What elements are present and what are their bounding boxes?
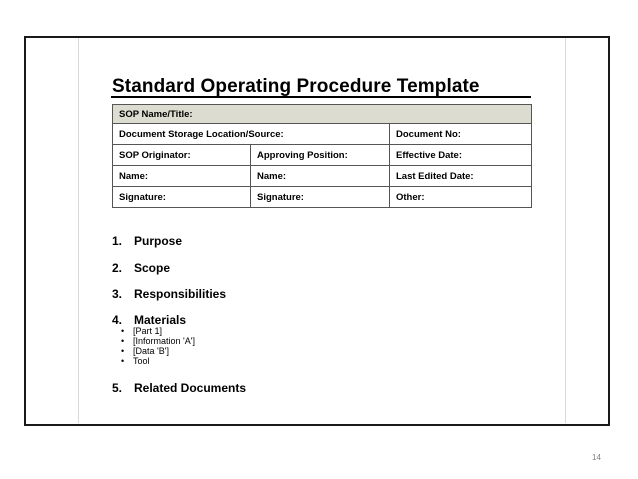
document-no-cell: Document No:: [390, 124, 532, 145]
section-scope: [112, 261, 170, 275]
material-label: [Part 1]: [133, 326, 163, 336]
bullet-icon: •: [121, 326, 125, 336]
section-related-documents: [112, 381, 246, 395]
originator-name-cell: Name:: [113, 166, 251, 187]
list-item: [121, 336, 195, 346]
material-label: Tool: [133, 356, 150, 366]
storage-location-cell: Document Storage Location/Source:: [113, 124, 390, 145]
section-label: Responsibilities: [134, 287, 227, 301]
table-row: [113, 124, 532, 145]
approver-signature-cell: Signature:: [251, 187, 390, 208]
table-row: [113, 166, 532, 187]
document-title: Standard Operating Procedure Template: [112, 76, 480, 97]
section-label: Purpose: [134, 234, 183, 248]
section-materials: [112, 313, 186, 327]
title-underline: [111, 96, 531, 98]
approving-position-cell: Approving Position:: [251, 145, 390, 166]
list-item: [121, 356, 195, 366]
section-number: 2.: [112, 261, 123, 275]
table-row: [113, 145, 532, 166]
sop-name-title-cell: SOP Name/Title:: [113, 105, 532, 124]
bullet-icon: •: [121, 336, 125, 346]
section-number: 3.: [112, 287, 123, 301]
section-label: Related Documents: [134, 381, 247, 395]
section-number: 5.: [112, 381, 123, 395]
bullet-icon: •: [121, 346, 125, 356]
other-cell: Other:: [390, 187, 532, 208]
table-row: [113, 187, 532, 208]
slide-page-number: 14: [592, 453, 601, 462]
list-item: [121, 326, 195, 336]
material-label: [Information 'A']: [133, 336, 195, 346]
approver-name-cell: Name:: [251, 166, 390, 187]
originator-signature-cell: Signature:: [113, 187, 251, 208]
section-purpose: [112, 234, 182, 248]
section-number: 4.: [112, 313, 123, 327]
table-row: [113, 105, 532, 124]
list-item: [121, 346, 195, 356]
section-responsibilities: [112, 287, 226, 301]
bullet-icon: •: [121, 356, 125, 366]
sop-originator-cell: SOP Originator:: [113, 145, 251, 166]
section-label: Materials: [134, 313, 187, 327]
material-label: [Data 'B']: [133, 346, 169, 356]
effective-date-cell: Effective Date:: [390, 145, 532, 166]
section-number: 1.: [112, 234, 123, 248]
last-edited-date-cell: Last Edited Date:: [390, 166, 532, 187]
section-label: Scope: [134, 261, 171, 275]
materials-list: [121, 326, 195, 366]
sop-header-table: [112, 104, 532, 208]
